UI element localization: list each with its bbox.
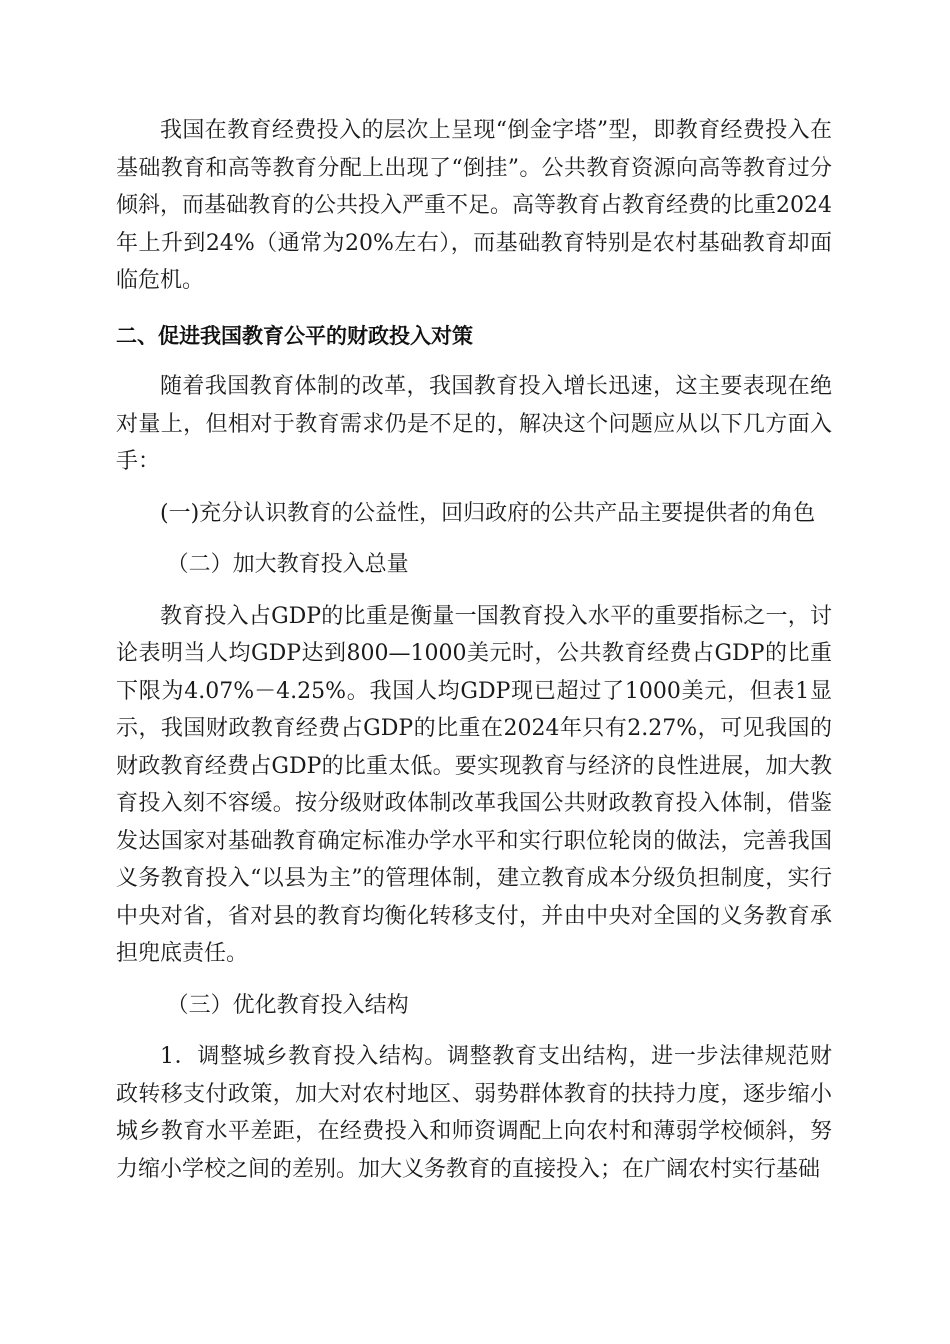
spacer bbox=[116, 532, 832, 546]
spacer bbox=[116, 973, 832, 987]
section-heading-two: 二、促进我国教育公平的财政投入对策 bbox=[116, 323, 473, 348]
subheading-three: （三）优化教育投入结构 bbox=[166, 992, 409, 1018]
spacer bbox=[116, 584, 832, 598]
spacer bbox=[116, 481, 832, 495]
document-body bbox=[116, 112, 832, 1188]
paragraph-gdp-share: 教育投入占GDP的比重是衡量一国教育投入水平的重要指标之一，讨论表明当人均GDP达到800—1000美元时，公共教育经费占GDP的比重下限为4.07%－4.25%。我国人均GDP现已超过了1000美元，但表1显示，我国财政教育经费占GDP的比重在2024年只有2.27%，可见我国的财政教育经费占GDP的比重太低。要实现教育与经济的良性进展，加大教育投入刻不容缓。按分级财政体制改革我国公共财政教育投入体制，借鉴发达国家对基础教育确定标准办学水平和实行职位轮岗的做法，完善我国义务教育投入“以县为主”的管理体制，建立教育成本分级负担制度，实行中央对省，省对县的教育均衡化转移支付，并由中央对全国的义务教育承担兜底责任。 bbox=[116, 603, 832, 966]
paragraph-reform-intro: 随着我国教育体制的改革，我国教育投入增长迅速，这主要表现在绝对量上，但相对于教育需求仍是不足的，解决这个问题应从以下几方面入手： bbox=[116, 374, 832, 474]
paragraph-inverted-pyramid: 我国在教育经费投入的层次上呈现“倒金字塔”型，即教育经费投入在基础教育和高等教育分配上出现了“倒挂”。公共教育资源向高等教育过分倾斜，而基础教育的公共投入严重不足。高等教育占教育经费的比重2024年上升到24%（通常为20%左右），而基础教育特别是农村基础教育却面临危机。 bbox=[116, 118, 832, 293]
subheading-one: (一)充分认识教育的公益性，回归政府的公共产品主要提供者的角色 bbox=[160, 500, 816, 526]
spacer bbox=[116, 355, 832, 368]
paragraph-urban-rural-structure: 1．调整城乡教育投入结构。调整教育支出结构，进一步法律规范财政转移支付政策，加大对农村地区、弱势群体教育的扶持力度，逐步缩小城乡教育水平差距，在经费投入和师资调配上向农村和薄弱学校倾斜，努力缩小学校之间的差别。加大义务教育的直接投入；在广阔农村实行基础 bbox=[116, 1044, 832, 1182]
subheading-two: （二）加大教育投入总量 bbox=[166, 552, 409, 577]
spacer bbox=[116, 300, 832, 318]
spacer bbox=[116, 1024, 832, 1038]
